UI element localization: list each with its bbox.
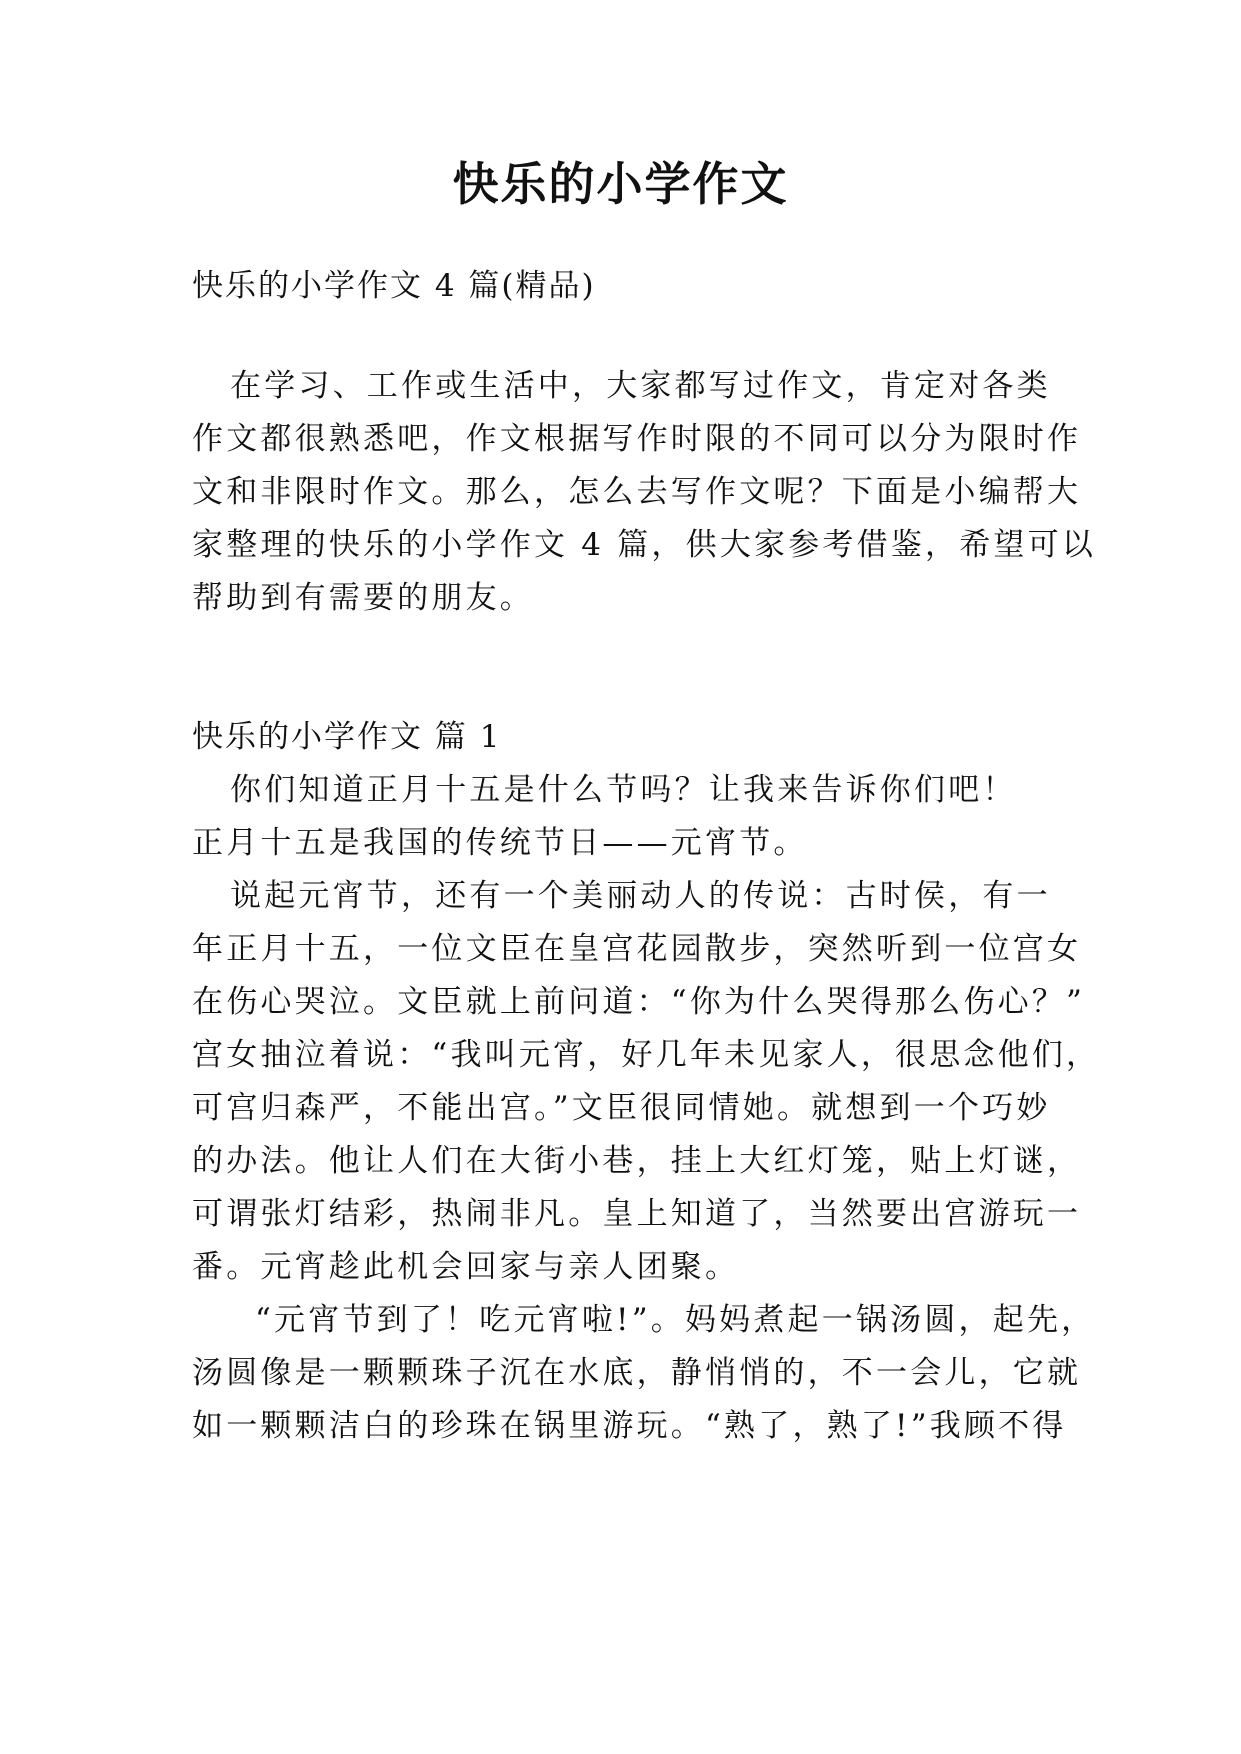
body-line: 可谓张灯结彩，热闹非凡。皇上知道了，当然要出宫游玩一 [192, 1196, 1082, 1232]
body-line: 汤圆像是一颗颗珠子沉在水底，静悄悄的，不一会儿，它就 [192, 1355, 1082, 1391]
document-title: 快乐的小学作文 [452, 157, 789, 211]
body-line: 在伤心哭泣。文臣就上前问道：“你为什么哭得那么伤心？” [192, 984, 1086, 1020]
body-line: 番。元宵趁此机会回家与亲人团聚。 [192, 1249, 740, 1285]
document-subtitle: 快乐的小学作文 4 篇(精品) [192, 268, 596, 304]
body-line: 可宫归森严，不能出宫。”文臣很同情她。就想到一个巧妙 [192, 1090, 1051, 1126]
intro-line: 帮助到有需要的朋友。 [192, 580, 534, 616]
body-line: 如一颗颗洁白的珍珠在锅里游玩。“熟了，熟了!”我顾不得 [192, 1408, 1067, 1444]
intro-line: 文和非限时作文。那么，怎么去写作文呢？下面是小编帮大 [192, 474, 1082, 510]
body-line: 的办法。他让人们在大街小巷，挂上大红灯笼，贴上灯谜， [192, 1143, 1082, 1179]
intro-line: 家整理的快乐的小学作文 4 篇，供大家参考借鉴，希望可以 [192, 527, 1097, 563]
body-line: 年正月十五，一位文臣在皇宫花园散步，突然听到一位宫女 [192, 931, 1082, 967]
intro-line: 作文都很熟悉吧，作文根据写作时限的不同可以分为限时作 [192, 421, 1082, 457]
intro-line: 在学习、工作或生活中，大家都写过作文，肯定对各类 [230, 368, 1051, 404]
body-line: 宫女抽泣着说：“我叫元宵，好几年未见家人，很思念他们， [192, 1037, 1101, 1073]
body-line: 正月十五是我国的传统节日——元宵节。 [192, 825, 808, 861]
body-line: 你们知道正月十五是什么节吗？让我来告诉你们吧！ [230, 772, 1017, 808]
body-line: “元宵节到了！吃元宵啦!”。妈妈煮起一锅汤圆，起先， [255, 1302, 1096, 1338]
body-line: 说起元宵节，还有一个美丽动人的传说：古时侯，有一 [230, 878, 1051, 914]
section-heading: 快乐的小学作文 篇 1 [192, 719, 502, 755]
